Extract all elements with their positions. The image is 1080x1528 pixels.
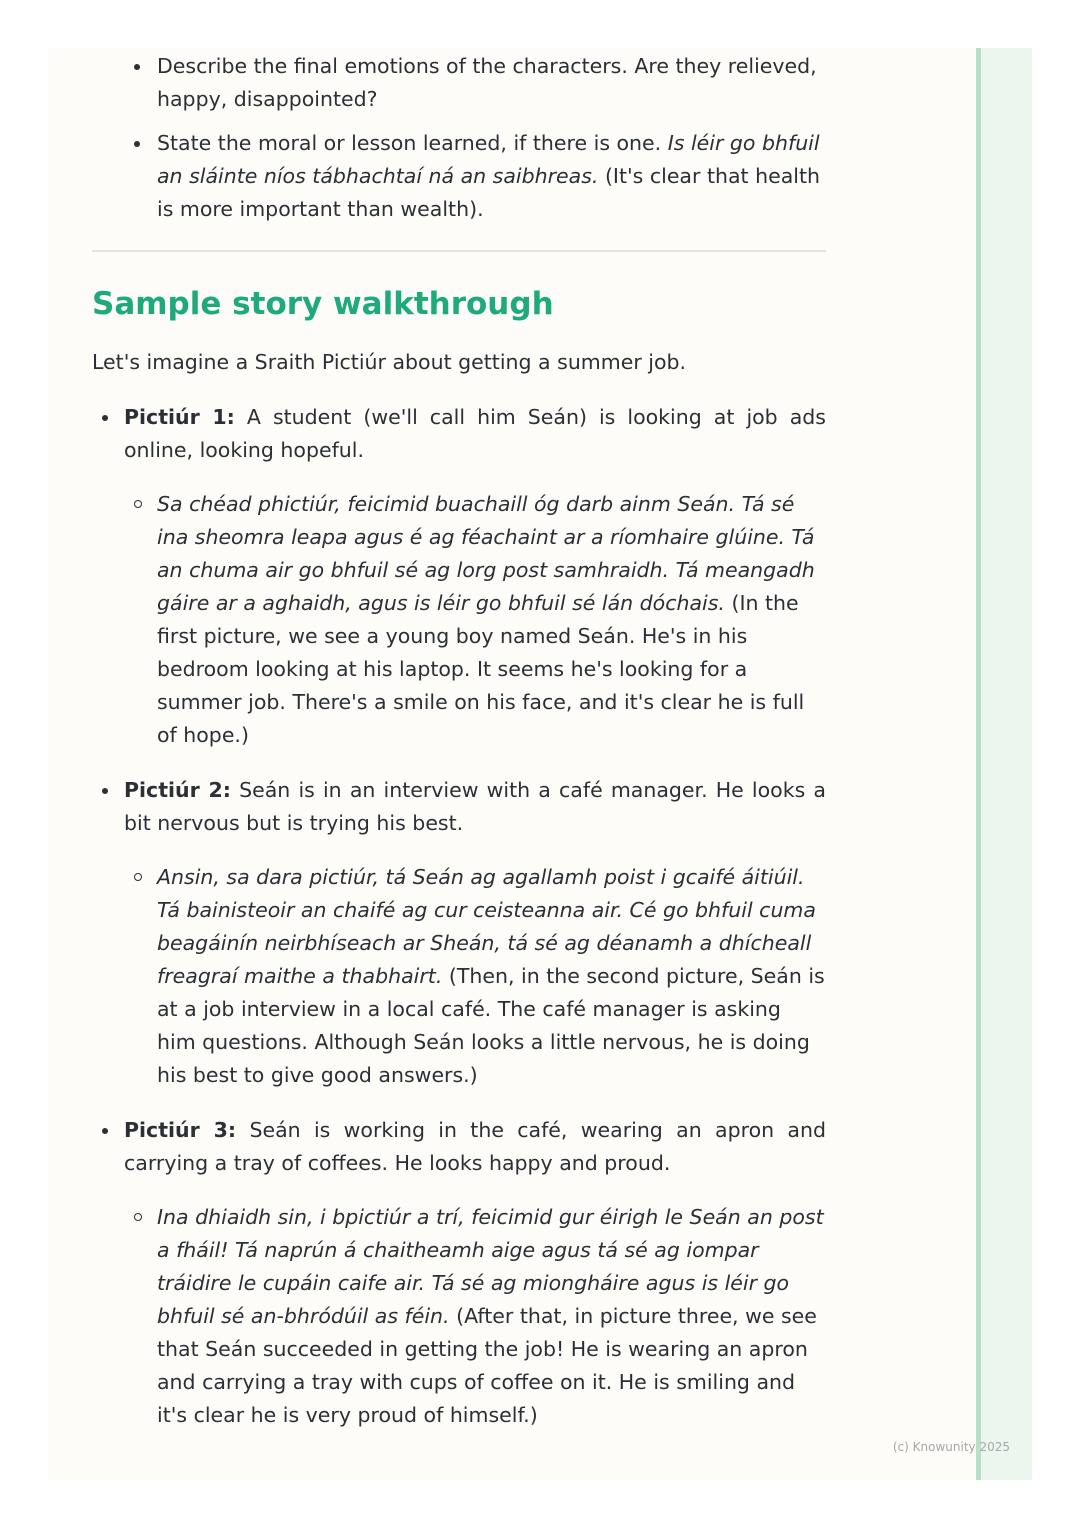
picture-subitem-wrapper [92,1201,826,1432]
irish-text: Sa chéad phictiúr, feicimid buachaill óg darb ainm Seán. Tá sé ina sheomra leapa agus é ag féachaint ar a ríomhaire glúine. Tá an chuma air go bhfuil sé ag lorg post samhraidh. Tá meangadh gáire ar a aghaidh, agus is léir go bhfuil sé lán dóchais. [157,492,815,615]
irish-text: Ansin, sa dara pictiúr, tá Seán ag agallamh poist i gcaifé áitiúil. Tá bainisteoir an chaifé ag cur ceisteanna air. Cé go bhfuil cuma beagáinín neirbhíseach ar Sheán, tá sé ag déanamh a dhícheall freagraí maithe a thabhairt. [157,865,816,988]
list-item [92,861,826,1092]
irish-text: Is léir go bhfuil an sláinte níos tábhachtaí ná an saibhreas. [157,131,820,188]
bullet-text: Describe the final emotions of the characters. Are they relieved, happy, disappointed? [157,54,817,111]
section-intro: Let's imagine a Sraith Pictiúr about getting a summer job. [92,350,687,374]
list-item [92,488,826,752]
top-bullet-list [92,50,826,226]
sub-list [92,861,826,1092]
picture-description: Seán is in an interview with a café manager. He looks a bit nervous but is trying his best. [124,778,826,835]
translation-text: (Then, in the second picture, Seán is at a job interview in a local café. The café manager is asking him questions. Although Seán looks a little nervous, he is doing his best to give good answers.) [157,964,825,1087]
irish-text: Ina dhiaidh sin, i bpictiúr a trí, feicimid gur éirigh le Seán an post a fháil! Tá naprún á chaitheamh aige agus tá sé ag iompar tráidire le cupáin caife air. Tá sé ag miongháire agus is léir go bhfuil sé an-bhródúil as féin. [157,1205,824,1328]
picture-item-1 [92,401,826,467]
bullet-text: State the moral or lesson learned, if there is one. [157,131,668,155]
copyright-footer: (c) Knowunity 2025 [892,1440,1010,1454]
picture-description: Seán is working in the café, wearing an apron and carrying a tray of coffees. He looks happy and proud. [124,1118,826,1175]
picture-list [92,401,826,1432]
document-content [92,50,826,1432]
section-title: Sample story walkthrough [92,286,554,322]
section-divider [92,250,826,252]
side-panel [976,48,1032,1480]
picture-label: Pictiúr 3: [124,1118,237,1142]
picture-subitem-wrapper [92,861,826,1092]
picture-description: A student (we'll call him Seán) is looking at job ads online, looking hopeful. [124,405,826,462]
translation-text: (It's clear that health is more important than wealth). [157,164,820,221]
list-item [92,50,826,116]
list-item [92,127,826,226]
picture-label: Pictiúr 1: [124,405,235,429]
picture-subitem-wrapper [92,488,826,752]
picture-label: Pictiúr 2: [124,778,231,802]
sub-list [92,488,826,752]
list-item [92,1201,826,1432]
picture-item-2 [92,774,826,840]
translation-text: (After that, in picture three, we see that Seán succeeded in getting the job! He is wearing an apron and carrying a tray with cups of coffee on it. He is smiling and it's clear he is very proud of himself.) [157,1304,817,1427]
sub-list [92,1201,826,1432]
picture-item-3 [92,1114,826,1180]
translation-text: (In the first picture, we see a young boy named Seán. He's in his bedroom looking at his laptop. It seems he's looking for a summer job. There's a smile on his face, and it's clear he is full of hope.) [157,591,805,747]
